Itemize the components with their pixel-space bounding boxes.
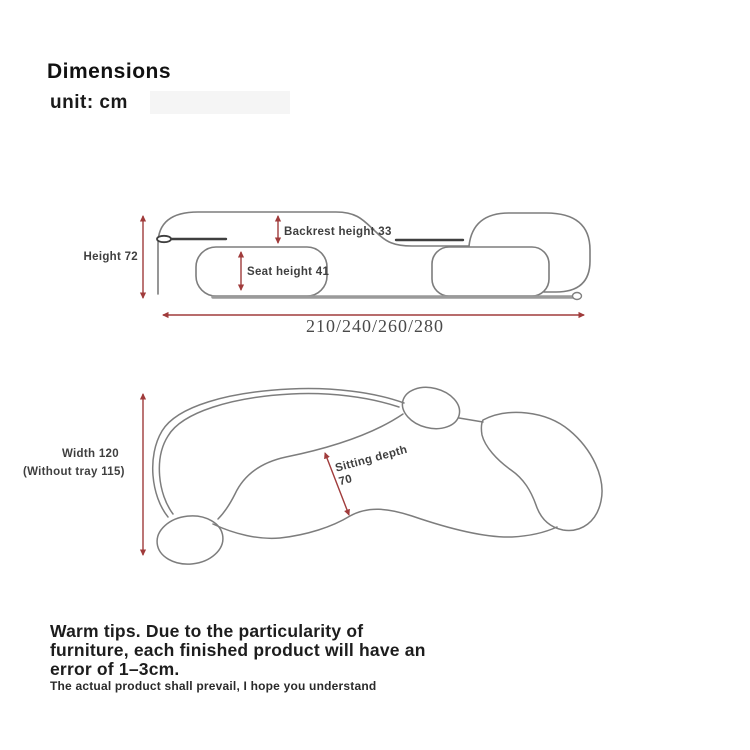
side-view-left-tray-knob <box>157 236 171 242</box>
side-view-right-backrest-outline <box>469 213 590 292</box>
side-view-left-arm-outline <box>158 212 469 294</box>
top-view-backrest-inner-line <box>159 394 399 514</box>
warm-tips-note: The actual product shall prevail, I hope you understand <box>50 679 377 693</box>
backrest-height-label: Backrest height 33 <box>284 226 392 238</box>
top-view-right-cushion <box>481 412 602 530</box>
top-view-round-tray <box>398 382 464 435</box>
unit-label: unit: cm <box>50 92 128 113</box>
warm-tips-line-3: error of 1–3cm. <box>50 659 180 679</box>
height-label: Height 72 <box>83 251 138 263</box>
sitting-depth-text: Sitting depth <box>334 443 409 475</box>
without-tray-label: (Without tray 115) <box>23 466 125 478</box>
length-options-label: 210/240/260/280 <box>305 316 444 336</box>
top-view-seat-front-edge <box>213 509 557 538</box>
warm-tips-line-1: Warm tips. Due to the particularity of <box>50 621 364 641</box>
width-label: Width 120 <box>62 448 119 460</box>
seat-height-label: Seat height 41 <box>247 266 330 278</box>
sitting-depth-value: 70 <box>337 472 354 488</box>
side-view-seat-cushion-right <box>432 247 549 296</box>
top-view-tray-connector <box>459 418 483 422</box>
top-view-backrest-outer-line <box>153 389 404 517</box>
warm-tips-line-2: furniture, each finished product will have an <box>50 640 426 660</box>
top-view-ottoman <box>155 513 226 568</box>
page-title: Dimensions <box>47 60 172 83</box>
side-view-base-cap <box>573 293 582 300</box>
